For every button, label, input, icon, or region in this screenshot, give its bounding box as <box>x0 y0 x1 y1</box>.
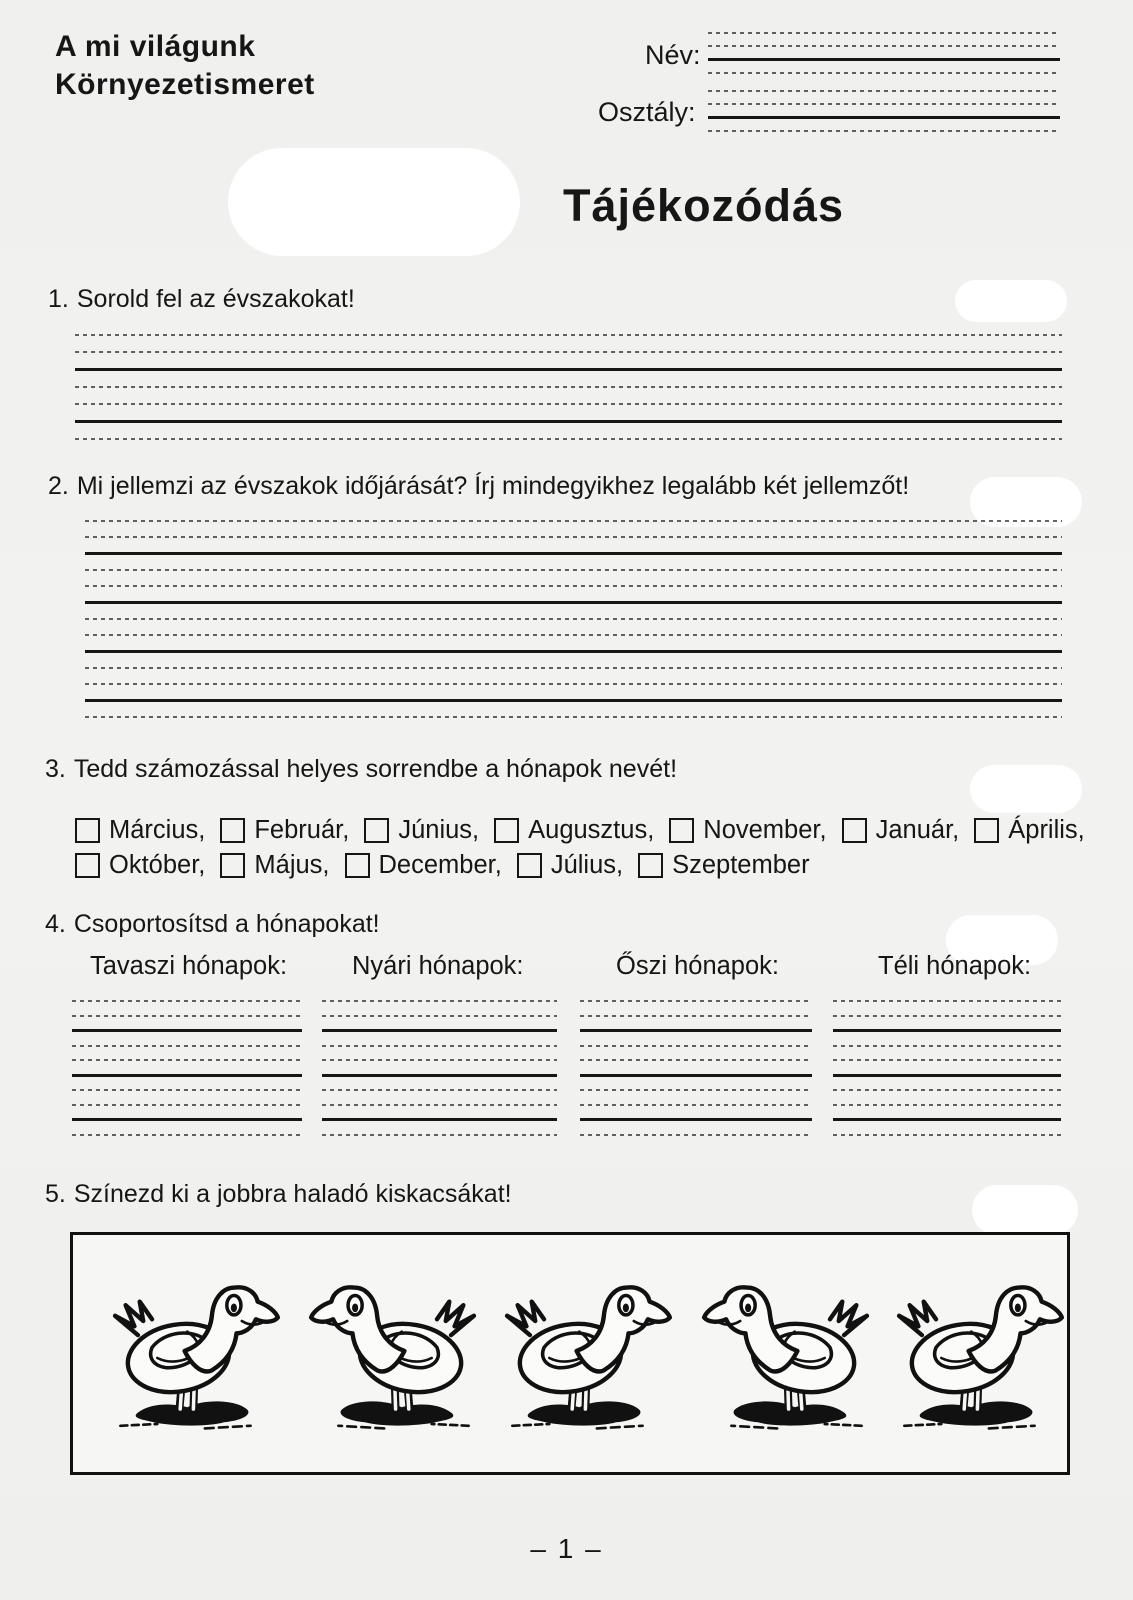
series-title-line2: Környezetismeret <box>55 68 315 101</box>
month-option <box>974 816 1085 845</box>
question-2-text: Mi jellemzi az évszakok időjárását? Írj mindegyikhez legalább két jellemzőt! <box>76 472 910 500</box>
month-checkbox[interactable] <box>842 818 867 843</box>
class-label: Osztály: <box>598 97 696 127</box>
month-label: Február, <box>254 816 350 844</box>
group-header-summer: Nyári hónapok: <box>352 952 524 980</box>
month-option <box>494 816 654 845</box>
question-5 <box>45 1180 512 1209</box>
duck-facing-right <box>507 1287 670 1428</box>
duck-facing-left <box>704 1287 867 1428</box>
page-title: Tájékozódás <box>563 180 845 231</box>
month-option <box>364 816 479 845</box>
question-5-text: Színezd ki a jobbra haladó kiskacsákat! <box>73 1180 512 1208</box>
month-label: November, <box>703 816 827 844</box>
answer-lines-autumn <box>580 1000 812 1148</box>
month-checkbox[interactable] <box>974 818 999 843</box>
month-checkbox[interactable] <box>75 853 100 878</box>
series-title <box>55 28 315 104</box>
month-label: Október, <box>109 851 206 879</box>
month-checkbox[interactable] <box>345 853 370 878</box>
month-checkbox[interactable] <box>638 853 663 878</box>
month-option <box>638 851 810 880</box>
question-4-number: 4. <box>45 910 66 938</box>
month-option <box>75 816 205 845</box>
page-number: – 1 – <box>530 1533 603 1564</box>
white-patch <box>228 148 520 256</box>
month-label: Március, <box>109 816 206 844</box>
month-row-1 <box>75 816 1100 845</box>
question-4-text: Csoportosítsd a hónapokat! <box>73 910 380 938</box>
question-1 <box>48 285 355 314</box>
duck-facing-right <box>899 1287 1062 1428</box>
answer-lines-summer <box>322 1000 557 1148</box>
group-header-autumn: Őszi hónapok: <box>616 952 780 980</box>
question-2-number: 2. <box>48 472 69 500</box>
name-label: Név: <box>645 40 701 70</box>
month-label: Június, <box>398 816 480 844</box>
duck-facing-right <box>115 1287 278 1428</box>
month-checkbox[interactable] <box>669 818 694 843</box>
month-label: Január, <box>875 816 960 844</box>
month-checkbox[interactable] <box>220 853 245 878</box>
month-label: Július, <box>550 851 624 879</box>
month-row-2 <box>75 851 825 880</box>
question-1-text: Sorold fel az évszakokat! <box>76 285 355 313</box>
duck-facing-left <box>311 1287 474 1428</box>
question-3-text: Tedd számozással helyes sorrendbe a hónapok nevét! <box>73 755 678 783</box>
month-option <box>517 851 623 880</box>
question-4 <box>45 910 380 939</box>
question-5-number: 5. <box>45 1180 66 1208</box>
month-checkbox[interactable] <box>220 818 245 843</box>
month-option <box>345 851 502 880</box>
month-checkbox[interactable] <box>494 818 519 843</box>
month-label: Május, <box>254 851 330 879</box>
month-checkbox[interactable] <box>517 853 542 878</box>
month-label: Április, <box>1008 816 1085 844</box>
class-field-lines <box>708 90 1060 143</box>
white-patch <box>970 765 1082 813</box>
month-option <box>842 816 960 845</box>
white-patch <box>955 280 1067 322</box>
group-header-spring: Tavaszi hónapok: <box>90 952 288 980</box>
question-3 <box>45 755 677 784</box>
month-label: Szeptember <box>672 851 810 879</box>
month-label: Augusztus, <box>528 816 655 844</box>
name-field-lines <box>708 32 1060 85</box>
ducks-frame <box>70 1232 1070 1475</box>
white-patch <box>972 1185 1078 1235</box>
group-header-winter: Téli hónapok: <box>878 952 1032 980</box>
question-2 <box>48 472 909 501</box>
answer-lines-spring <box>72 1000 302 1148</box>
month-label: December, <box>378 851 502 879</box>
ducks-illustration <box>73 1235 1067 1472</box>
question-3-number: 3. <box>45 755 66 783</box>
answer-lines-winter <box>833 1000 1061 1148</box>
month-option <box>669 816 826 845</box>
month-checkbox[interactable] <box>364 818 389 843</box>
answer-lines-q1 <box>75 334 1062 455</box>
series-title-line1: A mi világunk <box>55 30 256 63</box>
month-checkbox[interactable] <box>75 818 100 843</box>
answer-lines-q2 <box>85 520 1062 732</box>
month-option <box>220 816 349 845</box>
month-option <box>75 851 205 880</box>
month-option <box>220 851 329 880</box>
question-1-number: 1. <box>48 285 69 313</box>
